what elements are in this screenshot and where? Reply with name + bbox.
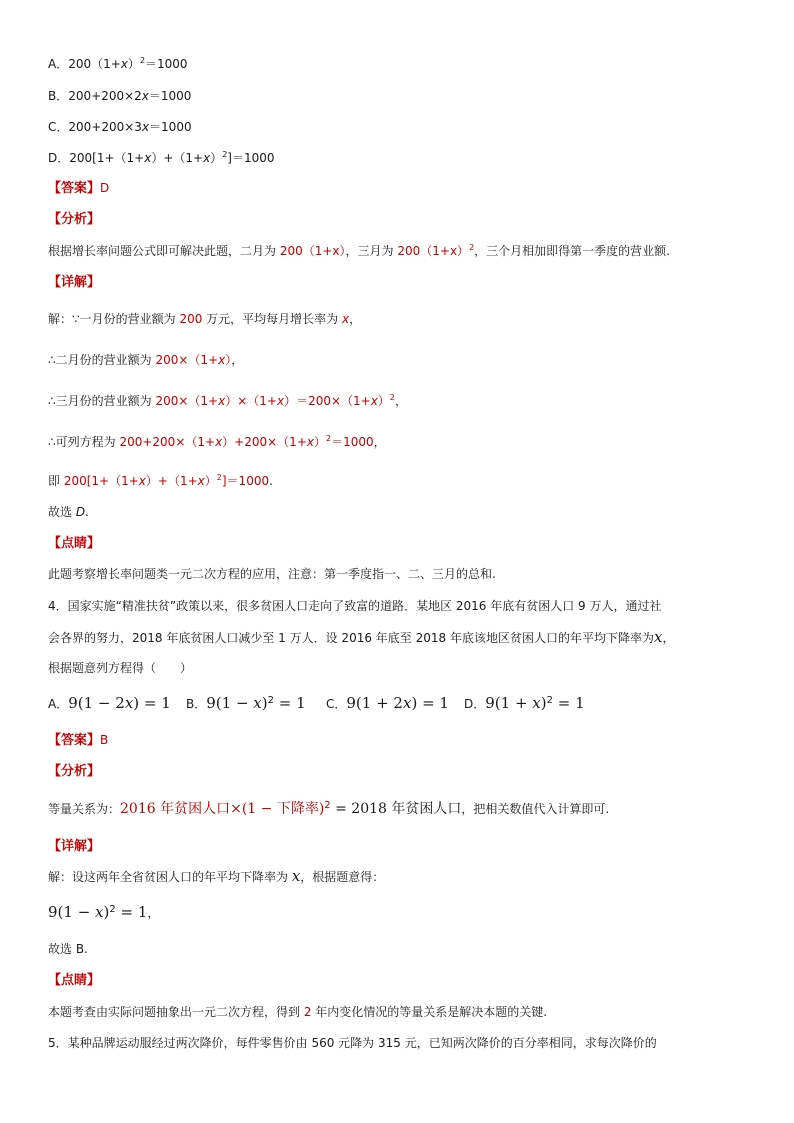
q4-options	[48, 695, 585, 712]
q3-detail-line-3: ∴三月份的营业额为 $200\times(1+x)\times(1+x)=200\times(1+x)^2$，	[48, 393, 407, 408]
q3-answer: 【答案】D	[48, 181, 110, 196]
q3-choose: 故选 D.	[48, 505, 89, 519]
q3-review-label: 【点睛】	[48, 536, 101, 551]
q3-review-text: 此题考察增长率问题类一元二次方程的应用，注意：第一季度指一、二、三月的总和.	[48, 567, 496, 581]
q3-analysis-text: 根据增长率问题公式即可解决此题，二月为 200（1+x），三月为 $200(1+x)^2$，三个月相加即得第一季度的营业额.	[48, 243, 670, 258]
q3-detail-label: 【详解】	[48, 275, 101, 290]
q3-detail-line-5: 即 $200[1+(1+x)+(1+x)^2]=1000$.	[48, 473, 273, 488]
q4-review-label: 【点睛】	[48, 973, 101, 988]
q4-stem-line-3: 根据题意列方程得（ ）	[48, 661, 193, 675]
q3-detail-line-4: ∴可列方程为 $200+200\times(1+x)+200\times(1+x)^2=1000$，	[48, 434, 386, 449]
q4-option-a: A．9(1 − 2x) = 1	[48, 694, 171, 712]
q4-option-b: B．$9(1 - x)^2 = 1$	[186, 694, 306, 712]
q4-analysis-text: 等量关系为：2016 年贫困人口×(1 − 下降率)$^2$ = 2018 年贫困人口，把相关数值代入计算即可.	[48, 800, 610, 817]
q4-review-text: 本题考查由实际问题抽象出一元二次方程，得到 2 年内变化情况的等量关系是解决本题的关键.	[48, 1005, 548, 1019]
q3-option-c: C．200+200×3x＝1000	[48, 120, 192, 134]
q3-detail-line-2: ∴二月份的营业额为 200×（1+x），	[48, 353, 244, 367]
q4-equation: $9(1 - x)^2 = 1$，	[48, 903, 160, 921]
q3-analysis-label: 【分析】	[48, 212, 101, 227]
q4-detail-label: 【详解】	[48, 839, 101, 854]
q3-option-b: B．200+200×2x＝1000	[48, 89, 192, 103]
q4-answer: 【答案】B	[48, 733, 109, 748]
q4-detail-line-1: 解：设这两年全省贫困人口的年平均下降率为 x，根据题意得：	[48, 867, 385, 885]
q3-option-d: D．$200[1+(1+x)+(1+x)^2]=1000$	[48, 150, 275, 165]
q4-option-d: D．$9(1 + x)^2 = 1$	[464, 694, 585, 712]
q3-option-a: A．$200(1+x)^2=1000$	[48, 56, 188, 71]
q5-stem-line-1: 5．某种品牌运动服经过两次降价，每件零售价由 560 元降为 315 元，已知两次降价的百分率相同，求每次降价的	[48, 1036, 657, 1050]
q4-option-c: C．9(1 + 2x) = 1	[326, 694, 449, 712]
q4-stem-line-2: 会各界的努力，2018 年底贫困人口减少至 1 万人．设 2016 年底至 2018 年底该地区贫困人口的年平均下降率为x，	[48, 628, 675, 646]
q4-choose: 故选 B.	[48, 942, 88, 956]
q4-stem-line-1: 4．国家实施“精准扶贫”政策以来，很多贫困人口走向了致富的道路．某地区 2016 年底有贫困人口 9 万人，通过社	[48, 599, 662, 613]
q4-analysis-label: 【分析】	[48, 764, 101, 779]
q3-detail-line-1: 解：∵一月份的营业额为 200 万元，平均每月增长率为 x，	[48, 312, 362, 326]
